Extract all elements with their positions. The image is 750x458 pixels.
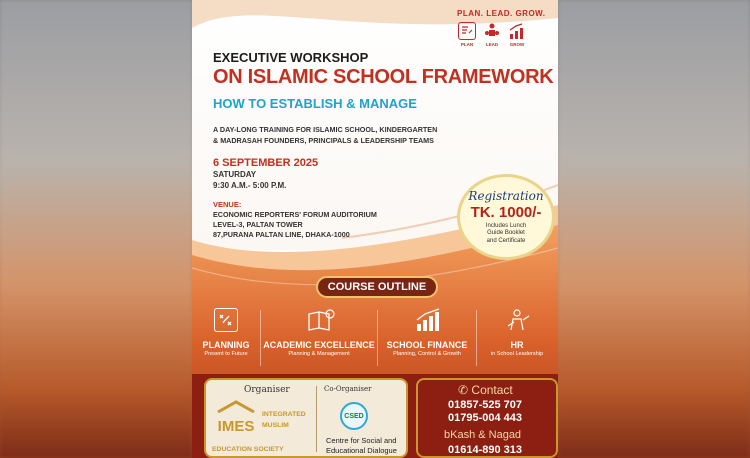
bkash-label: bKash & Nagad (444, 429, 522, 441)
event-time: 9:30 A.M.- 5:00 P.M. (213, 181, 287, 190)
contact-phone: 01857-525 707 (448, 399, 523, 411)
contact-panel (416, 378, 558, 458)
grow-icon: GROW (506, 22, 528, 47)
venue-label: VENUE: (213, 200, 242, 209)
co-organiser-label: Co-Organiser (324, 385, 372, 393)
finance-chart-icon (415, 308, 439, 332)
registration-note: Includes Lunch Guide Booklet and Certificate (485, 222, 527, 244)
registration-title: Registration (468, 188, 544, 203)
tagline-icon-row (456, 22, 528, 47)
outline-item-hr: HR in School Leadership (477, 308, 557, 370)
lead-icon: LEAD (481, 22, 503, 47)
co-organiser-name: Centre for Social and Educational Dialogue (326, 436, 397, 455)
title-line-2: ON ISLAMIC SCHOOL FRAMEWORK (213, 66, 554, 88)
tagline: PLAN. LEAD. GROW. (457, 9, 546, 18)
outline-item-finance: SCHOOL FINANCE Planning, Control & Growth (378, 308, 476, 370)
event-day: SATURDAY (213, 170, 257, 179)
venue-line: ECONOMIC REPORTERS' FORUM AUDITORIUM (213, 210, 377, 219)
description: A DAY-LONG TRAINING FOR ISLAMIC SCHOOL, KINDERGARTEN & MADRASAH FOUNDERS, PRINCIPALS & LEADERSHIP TEAMS (213, 125, 438, 145)
imes-logo (216, 400, 256, 434)
title-line-1: EXECUTIVE WORKSHOP (213, 50, 369, 65)
registration-price: TK. 1000/- (470, 203, 542, 221)
venue-line: LEVEL-3, PALTAN TOWER (213, 220, 303, 229)
background-blur-left (0, 0, 192, 458)
hr-leadership-icon (505, 308, 529, 332)
organiser-panel (204, 378, 408, 458)
event-date: 6 SEPTEMBER 2025 (213, 157, 319, 169)
organiser-society: EDUCATION SOCIETY (212, 446, 284, 453)
planning-icon (214, 308, 238, 332)
course-outline-row (192, 308, 558, 370)
venue-line: 87,PURANA PALTAN LINE, DHAKA-1000 (213, 230, 350, 239)
background-blur-right (558, 0, 750, 458)
svg-text:IMES: IMES (217, 418, 255, 434)
course-outline-label: COURSE OUTLINE (316, 276, 438, 298)
outline-item-academic: ACADEMIC EXCELLENCE Planning & Management (261, 308, 377, 370)
plan-icon: PLAN (456, 22, 478, 47)
organiser-name: INTEGRATED MUSLIM (262, 411, 306, 429)
organiser-label: Organiser (244, 385, 290, 395)
academic-icon (307, 308, 331, 332)
phone-icon: ✆ (458, 383, 469, 397)
registration-badge (457, 174, 555, 260)
title-line-3: HOW TO ESTABLISH & MANAGE (213, 96, 417, 111)
csed-logo: CSED (340, 402, 368, 430)
workshop-poster (192, 0, 558, 458)
outline-item-planning: PLANNING Present to Future (192, 308, 260, 370)
bkash-number: 01614-890 313 (448, 444, 523, 456)
contact-title: ✆ Contact (458, 383, 513, 397)
contact-phone: 01795-004 443 (448, 412, 523, 424)
